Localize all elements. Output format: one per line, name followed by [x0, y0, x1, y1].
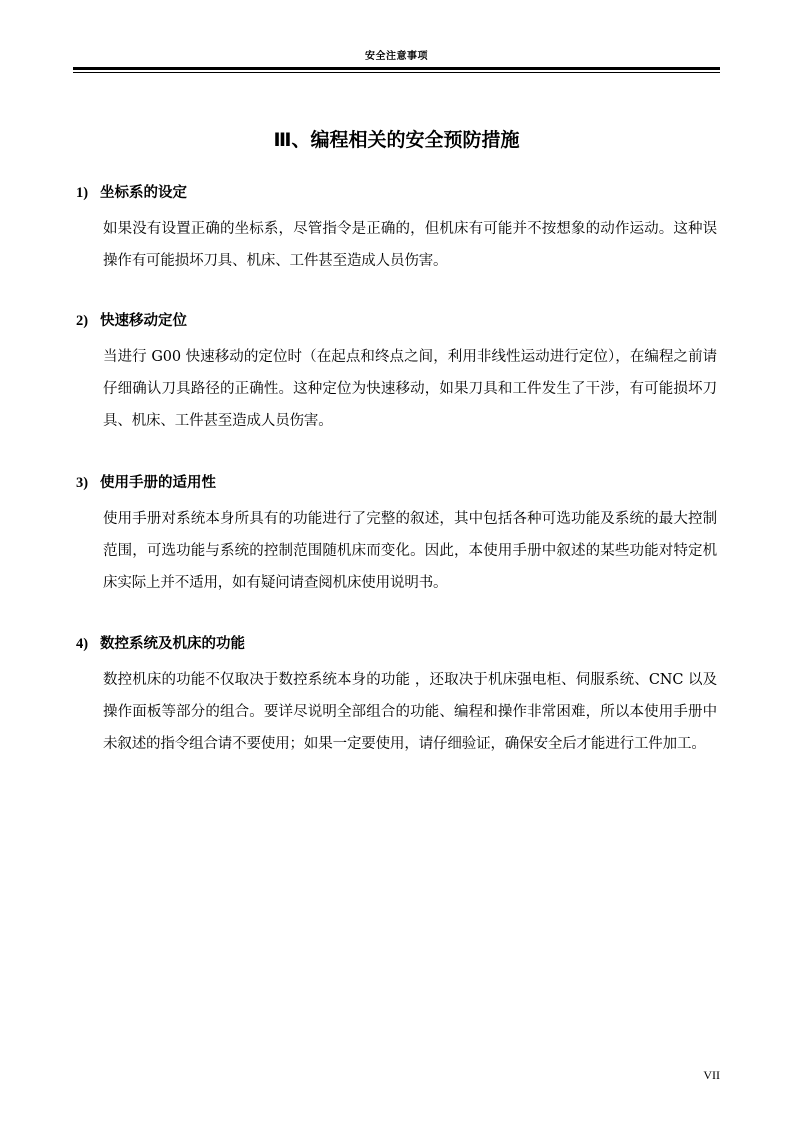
header-rule-thin [73, 72, 720, 73]
section-number: 3) [76, 475, 89, 491]
section-manual-applicability [76, 472, 720, 599]
section-heading-text: 使用手册的适用性 [100, 475, 216, 491]
section-heading-text: 快速移动定位 [100, 313, 187, 329]
page-number: VII [703, 1068, 720, 1082]
document-title: Ⅲ、编程相关的安全预防措施 [273, 129, 520, 151]
section-paragraph: 当进行 G00 快速移动的定位时（在起点和终点之间，利用非线性运动进行定位），在编程之前请仔细确认刀具路径的正确性。这种定位为快速移动，如果刀具和工件发生了干涉，有可能损坏刀具、机床、工件甚至造成人员伤害。 [103, 349, 717, 429]
header-rule-thick [73, 67, 720, 70]
section-paragraph: 如果没有设置正确的坐标系，尽管指令是正确的，但机床有可能并不按想象的动作运动。这种误操作有可能损坏刀具、机床、工件甚至造成人员伤害。 [103, 221, 717, 269]
running-header: 安全注意事项 [365, 51, 428, 62]
section-number: 1) [76, 185, 89, 201]
section-heading [76, 310, 720, 332]
section-paragraph: 数控机床的功能不仅取决于数控系统本身的功能 ，还取决于机床强电柜、伺服系统、CNC 以及操作面板等部分的组合。要详尽说明全部组合的功能、编程和操作非常困难，所以本使用手册中未叙述的指令组合请不要使用；如果一定要使用，请仔细验证，确保安全后才能进行工件加工。 [103, 672, 717, 752]
section-number: 4) [76, 636, 89, 652]
section-number: 2) [76, 313, 89, 329]
section-cnc-functions [76, 633, 720, 760]
section-heading [76, 633, 720, 655]
section-paragraph: 使用手册对系统本身所具有的功能进行了完整的叙述，其中包括各种可选功能及系统的最大控制范围，可选功能与系统的控制范围随机床而变化。因此，本使用手册中叙述的某些功能对特定机床实际上并不适用，如有疑问请查阅机床使用说明书。 [103, 511, 717, 591]
section-heading [76, 182, 720, 204]
section-heading [76, 472, 720, 494]
section-heading-text: 数控系统及机床的功能 [100, 636, 245, 652]
section-heading-text: 坐标系的设定 [100, 185, 187, 201]
section-coordinate-system [76, 182, 720, 277]
section-rapid-positioning [76, 310, 720, 437]
